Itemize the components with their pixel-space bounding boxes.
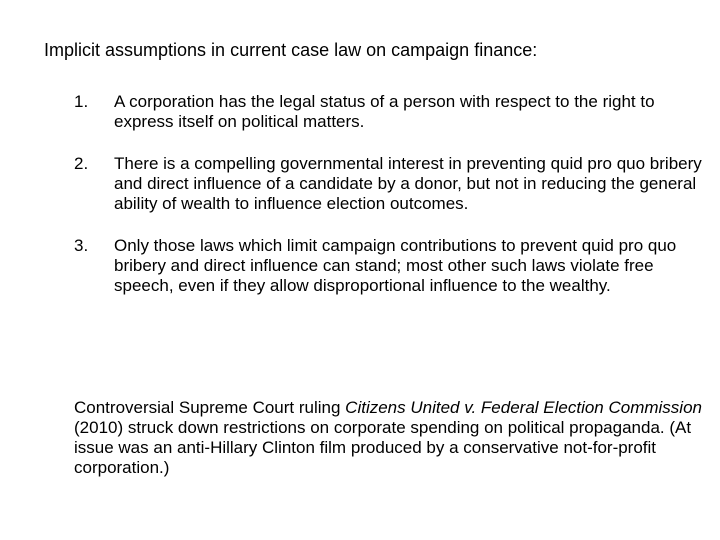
- list-item-number: 3.: [74, 236, 89, 255]
- list-item: [74, 154, 714, 214]
- list-item: [74, 236, 714, 296]
- case-name: Citizens United v. Federal Election Commission: [345, 398, 702, 417]
- list-item-number: 1.: [74, 92, 89, 111]
- list-item-number: 2.: [74, 154, 89, 173]
- list-item-text: A corporation has the legal status of a person with respect to the right to express itself on political matters.: [114, 92, 655, 131]
- slide-heading: Implicit assumptions in current case law on campaign finance:: [44, 40, 538, 60]
- conclusion-prefix: Controversial Supreme Court ruling: [74, 398, 346, 417]
- conclusion-suffix: (2010) struck down restrictions on corporate spending on political propaganda. (At issue was an anti-Hillary Clinton film produced by a conservative not-for-profit corporation.): [74, 418, 692, 477]
- assumptions-list: [74, 92, 714, 318]
- list-item-text: Only those laws which limit campaign contributions to prevent quid pro quo bribery and direct influence can stand; most other such laws violate free speech, even if they allow disproportional influence to the wealthy.: [114, 236, 677, 295]
- list-item-text: There is a compelling governmental interest in preventing quid pro quo bribery and direct influence of a candidate by a donor, but not in reducing the general ability of wealth to influence election outcomes.: [114, 154, 702, 213]
- list-item: [74, 92, 714, 132]
- conclusion-paragraph: [74, 398, 714, 478]
